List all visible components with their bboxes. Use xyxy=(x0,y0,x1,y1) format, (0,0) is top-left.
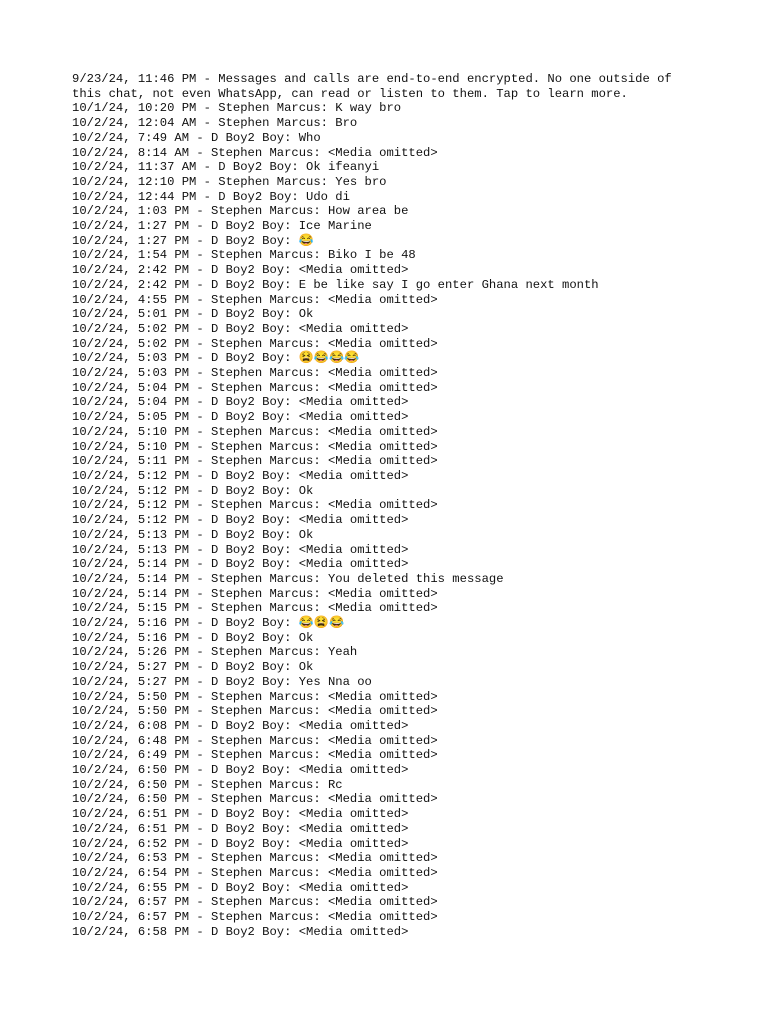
chat-line: 10/2/24, 6:58 PM - D Boy2 Boy: <Media omitted> xyxy=(72,924,409,939)
chat-line: 10/2/24, 5:12 PM - D Boy2 Boy: <Media omitted> xyxy=(72,513,409,528)
chat-line: 10/2/24, 5:50 PM - Stephen Marcus: <Media omitted> xyxy=(72,689,438,704)
chat-line: 10/2/24, 6:50 PM - Stephen Marcus: Rc xyxy=(72,777,343,792)
chat-line: 10/2/24, 11:37 AM - D Boy2 Boy: Ok ifeanyi xyxy=(72,160,380,175)
chat-line: 10/2/24, 5:26 PM - Stephen Marcus: Yeah xyxy=(72,645,358,660)
chat-line: 10/2/24, 8:14 AM - Stephen Marcus: <Media omitted> xyxy=(72,145,438,160)
chat-line: 10/2/24, 6:49 PM - Stephen Marcus: <Media omitted> xyxy=(72,748,438,763)
chat-line: 10/2/24, 6:50 PM - Stephen Marcus: <Media omitted> xyxy=(72,792,438,807)
chat-line: 9/23/24, 11:46 PM - Messages and calls are end-to-end encrypted. No one outside of this chat, not even WhatsApp, can read or listen to them. Tap to learn more. xyxy=(72,72,680,101)
chat-line: 10/2/24, 5:02 PM - D Boy2 Boy: <Media omitted> xyxy=(72,321,409,336)
chat-line: 10/2/24, 2:42 PM - D Boy2 Boy: E be like say I go enter Ghana next month xyxy=(72,277,599,292)
chat-line: 10/2/24, 2:42 PM - D Boy2 Boy: <Media omitted> xyxy=(72,263,409,278)
chat-line: 10/2/24, 5:27 PM - D Boy2 Boy: Yes Nna oo xyxy=(72,674,372,689)
chat-line: 10/2/24, 5:03 PM - Stephen Marcus: <Media omitted> xyxy=(72,366,438,381)
chat-line: 10/2/24, 1:27 PM - D Boy2 Boy: 😂 xyxy=(72,233,314,248)
chat-line: 10/2/24, 5:04 PM - Stephen Marcus: <Media omitted> xyxy=(72,380,438,395)
chat-line: 10/2/24, 5:14 PM - Stephen Marcus: <Media omitted> xyxy=(72,586,438,601)
chat-line: 10/2/24, 12:44 PM - D Boy2 Boy: Udo di xyxy=(72,189,350,204)
chat-line: 10/2/24, 6:57 PM - Stephen Marcus: <Media omitted> xyxy=(72,895,438,910)
chat-line: 10/2/24, 4:55 PM - Stephen Marcus: <Media omitted> xyxy=(72,292,438,307)
chat-line: 10/2/24, 5:10 PM - Stephen Marcus: <Media omitted> xyxy=(72,439,438,454)
chat-line: 10/2/24, 6:57 PM - Stephen Marcus: <Media omitted> xyxy=(72,910,438,925)
chat-line: 10/2/24, 6:52 PM - D Boy2 Boy: <Media omitted> xyxy=(72,836,409,851)
chat-line: 10/2/24, 5:10 PM - Stephen Marcus: <Media omitted> xyxy=(72,424,438,439)
chat-log xyxy=(72,72,696,939)
chat-line: 10/2/24, 5:15 PM - Stephen Marcus: <Media omitted> xyxy=(72,601,438,616)
chat-line: 10/2/24, 5:14 PM - Stephen Marcus: You deleted this message xyxy=(72,571,504,586)
chat-line: 10/2/24, 5:01 PM - D Boy2 Boy: Ok xyxy=(72,307,314,322)
chat-line: 10/2/24, 1:54 PM - Stephen Marcus: Biko I be 48 xyxy=(72,248,416,263)
chat-line: 10/2/24, 5:50 PM - Stephen Marcus: <Media omitted> xyxy=(72,704,438,719)
chat-line: 10/2/24, 5:12 PM - D Boy2 Boy: <Media omitted> xyxy=(72,468,409,483)
chat-line: 10/2/24, 5:04 PM - D Boy2 Boy: <Media omitted> xyxy=(72,395,409,410)
chat-line: 10/2/24, 5:14 PM - D Boy2 Boy: <Media omitted> xyxy=(72,557,409,572)
chat-line: 10/2/24, 5:03 PM - D Boy2 Boy: 😫😂😂😂 xyxy=(72,351,360,366)
chat-line: 10/2/24, 6:08 PM - D Boy2 Boy: <Media omitted> xyxy=(72,718,409,733)
chat-line: 10/2/24, 5:05 PM - D Boy2 Boy: <Media omitted> xyxy=(72,410,409,425)
chat-line: 10/2/24, 5:02 PM - Stephen Marcus: <Media omitted> xyxy=(72,336,438,351)
chat-line: 10/2/24, 1:27 PM - D Boy2 Boy: Ice Marine xyxy=(72,219,372,234)
chat-line: 10/2/24, 6:51 PM - D Boy2 Boy: <Media omitted> xyxy=(72,821,409,836)
chat-line: 10/2/24, 7:49 AM - D Boy2 Boy: Who xyxy=(72,130,321,145)
chat-line: 10/2/24, 5:12 PM - D Boy2 Boy: Ok xyxy=(72,483,314,498)
chat-line: 10/2/24, 6:54 PM - Stephen Marcus: <Media omitted> xyxy=(72,865,438,880)
chat-line: 10/2/24, 6:53 PM - Stephen Marcus: <Media omitted> xyxy=(72,851,438,866)
chat-line: 10/2/24, 12:04 AM - Stephen Marcus: Bro xyxy=(72,116,358,131)
chat-line: 10/2/24, 5:13 PM - D Boy2 Boy: <Media omitted> xyxy=(72,542,409,557)
chat-line: 10/2/24, 6:50 PM - D Boy2 Boy: <Media omitted> xyxy=(72,763,409,778)
chat-line: 10/2/24, 6:48 PM - Stephen Marcus: <Media omitted> xyxy=(72,733,438,748)
chat-line: 10/2/24, 5:11 PM - Stephen Marcus: <Media omitted> xyxy=(72,454,438,469)
chat-line: 10/2/24, 6:55 PM - D Boy2 Boy: <Media omitted> xyxy=(72,880,409,895)
chat-line: 10/1/24, 10:20 PM - Stephen Marcus: K way bro xyxy=(72,101,402,116)
chat-line: 10/2/24, 5:12 PM - Stephen Marcus: <Media omitted> xyxy=(72,498,438,513)
chat-line: 10/2/24, 1:03 PM - Stephen Marcus: How area be xyxy=(72,204,409,219)
chat-line: 10/2/24, 5:13 PM - D Boy2 Boy: Ok xyxy=(72,527,314,542)
chat-line: 10/2/24, 5:27 PM - D Boy2 Boy: Ok xyxy=(72,660,314,675)
chat-line: 10/2/24, 6:51 PM - D Boy2 Boy: <Media omitted> xyxy=(72,807,409,822)
chat-line: 10/2/24, 5:16 PM - D Boy2 Boy: 😂😫😂 xyxy=(72,616,345,631)
chat-line: 10/2/24, 12:10 PM - Stephen Marcus: Yes bro xyxy=(72,174,387,189)
chat-line: 10/2/24, 5:16 PM - D Boy2 Boy: Ok xyxy=(72,630,314,645)
